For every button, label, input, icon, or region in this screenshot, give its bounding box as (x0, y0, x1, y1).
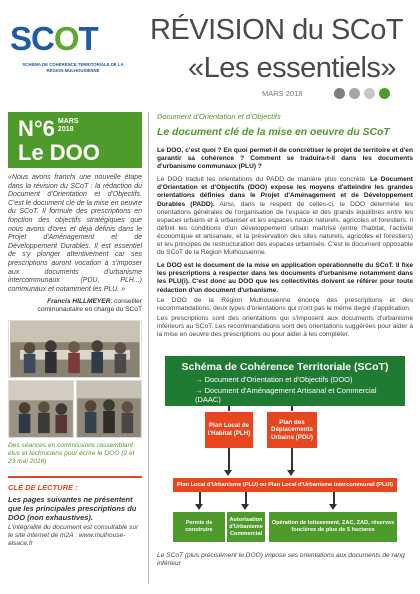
scot-box-item-doo: → Document d'Orientation et d'Objectifs (DOO) (195, 375, 353, 384)
arrow-down-icon (241, 504, 249, 510)
reading-key-title: CLÉ DE LECTURE : (8, 483, 78, 493)
meeting-photo-1 (8, 320, 142, 378)
pdu-box: Plan des Déplacements Urbains (PDU) (267, 412, 317, 448)
section-label: Document d'Orientation et d'Objectifs (157, 112, 281, 121)
plu-box: Plan Local d'Urbanisme (PLU) ou Plan Local d'Urbanisme Intercommunal (PLUI) (173, 478, 397, 492)
article-headline: Le document clé de la mise en oeuvre du SCoT (157, 127, 390, 138)
issue-badge-date: MARS 2018 (57, 118, 79, 133)
building-permit-box: Permis de construire (173, 512, 225, 542)
meeting-photos (8, 320, 142, 438)
issue-number: N°6 (18, 116, 55, 141)
sidebar (8, 112, 142, 548)
paragraph-4: Les prescriptions sont des orientations qui s'imposent aux documents d'urbanisme inférieurs au SCoT. Les recommandations sont des orientations suggérées pour aider à la mise en oeuvre des prescriptions ou pour aider à les compléter. (157, 314, 413, 338)
issue-date: MARS 2018 (262, 89, 303, 98)
diagram-note: Le SCoT (plus précisément le DOO) impose ses orientations aux documents de rang inférieur (157, 552, 405, 567)
decorative-dot (364, 88, 375, 99)
logo-text-o: O (53, 20, 79, 57)
paragraph-2: Le DOO est le document de la mise en application opérationnelle du SCoT. Il fixe les prescriptions à respecter dans les documents d'urbanisme notamment dans les PLU(i). C'est donc au DOO que les collectivités doivent se référer pour toute rédaction d'un document d'urbanisme. (157, 262, 413, 294)
photo-caption: Des séances en commissions rassemblant élus et techniciens pour écrire le DOO (2 et 23 mai 2016) (8, 442, 135, 466)
arrow-down-icon (329, 504, 337, 510)
meeting-photo-2 (8, 380, 74, 438)
arrow-down-icon (195, 504, 203, 510)
issue-badge (8, 112, 142, 168)
decorative-dot (379, 88, 390, 99)
arrow-down-icon (287, 470, 295, 476)
reading-key-text: Les pages suivantes ne présentent que les principales prescriptions du DOO (non exhaustives). (8, 495, 137, 523)
lead-question: Le DOO, c'est quoi ? En quoi permet-il de concrétiser le projet de territoire et d'en garantir sa cohérence ? Comment se traduira-t-il dans les documents d'urbanisme communaux (PLU) ? (157, 147, 413, 171)
logo-text-sc: SC (10, 20, 54, 57)
decorative-dots (334, 88, 390, 99)
connector (228, 406, 230, 411)
connector (291, 448, 293, 472)
logo-subtitle: SCHÉMA DE COHÉRENCE TERRITORIALE DE LA RÉGION MULHOUSIENNE (22, 62, 124, 73)
decorative-dot (334, 88, 345, 99)
quote-author: Francis HILLMEYER, conseiller communautaire en charge du SCoT (37, 298, 142, 314)
connector (291, 406, 293, 411)
paragraph-3: Le DOO de la Région Mulhousienne énonce des prescriptions et des recommandations, deux types d'orientations qui n'ont pas le même degré d'application. (157, 296, 413, 312)
scot-box-item-daac: → Document d'Aménagement Artisanal et Commercial (DAAC) (195, 386, 377, 404)
operations-box: Opération de lotissement, ZAC, ZAD, réserves foncières de plus de 5 hectares (269, 512, 397, 542)
plh-box: Plan Local de l'Habitat (PLH) (205, 412, 253, 448)
scot-logo (10, 20, 98, 58)
page-title-line1: RÉVISION du SCoT (150, 14, 404, 46)
reading-key-note: L'intégralité du document est consultable sur le site internet de m2A : www.mulhouse-alsace.fr (8, 524, 139, 548)
meeting-photo-3 (76, 380, 142, 438)
column-divider (148, 112, 149, 584)
connector (228, 448, 230, 472)
hierarchy-diagram (165, 356, 405, 548)
quote-text: «Nous avons franchi une nouvelle étape dans la révision du SCoT : la rédaction du Document d'Orientation et d'Objectifs. C'est le document clé de la mise en oeuvre du SCoT. Il formule des prescriptions en fonction des objectifs stratégiques que nous avons d'ores et déjà définis dans le Projet d'Aménagement et de Développement Durables. Il est essentiel de s'y plonger attentivement car ses prescriptions auront vocation à s'imposer aux documents d'urbanisme intercommunaux (PDU, PLH...) communaux et notamment les PLU. » (8, 174, 142, 293)
decorative-dot (349, 88, 360, 99)
logo-text-t: T (78, 20, 98, 57)
commercial-authorization-box: Autorisation d'Urbanisme Commercial (227, 512, 265, 542)
scot-box (165, 356, 405, 406)
main-column (157, 112, 413, 339)
arrow-down-icon (224, 470, 232, 476)
paragraph-1: Le DOO traduit les orientations du PADD de manière plus concrète. Le Document d'Orientation et d'Objectifs (DOO) expose les moyens d'atteindre les grandes orientations définies dans le Projet d'Aménagement et de Développement Durables (PADD). Ainsi, dans le respect de celles-ci, le DOO détermine les orientations générales de l'organisation de l'espace et des grands équilibres entre les espaces urbains et à urbaniser et les espaces ruraux naturels, agricoles et forestiers. Il définit les conditions d'un développement urbain maîtrisé (entre l'habitat, l'activité économique et artisanale, et la préservation des sites naturels, agricoles et forestiers) et les principes de restructuration des espaces urbanisés. C'est le document opposable du SCoT de la Région Mulhousienne. (157, 176, 414, 257)
reading-key (8, 476, 142, 548)
issue-title: Le DOO (18, 140, 100, 165)
page-title-line2: «Les essentiels» (188, 52, 397, 84)
scot-box-title: Schéma de Cohérence Territoriale (SCoT) (181, 361, 389, 373)
